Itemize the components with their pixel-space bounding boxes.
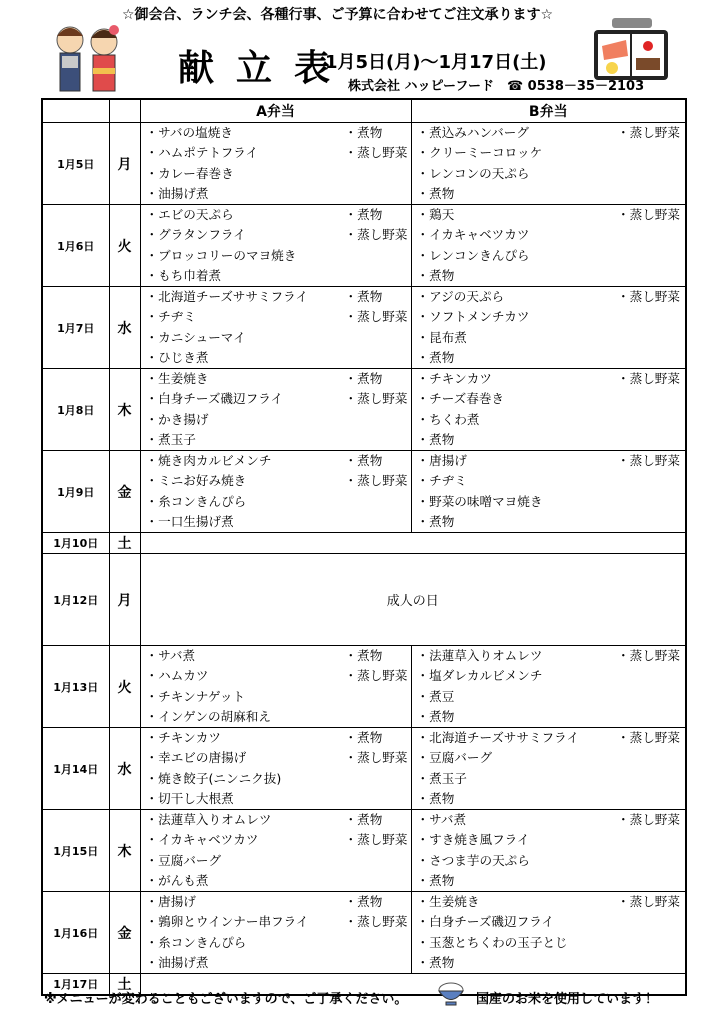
bento-b-item: ・煮物: [416, 349, 455, 365]
bento-b-side-item: ・蒸し野菜: [617, 894, 680, 909]
bento-b-item: ・白身チーズ磯辺フライ: [416, 914, 555, 930]
table-row: [42, 451, 686, 533]
bento-b-item: ・北海道チーズササミフライ: [416, 730, 579, 745]
bento-b-cell: [411, 728, 686, 810]
empty-slot: [617, 953, 685, 973]
menu-table: [41, 98, 687, 996]
rice-notice: 国産のお米を使用しています！: [476, 992, 659, 1007]
bento-a-item: ・ハムカツ: [145, 668, 209, 684]
bento-a-item: ・インゲンの胡麻和え: [145, 708, 271, 724]
bento-b-item: ・生姜焼き: [416, 894, 480, 909]
empty-slot: [617, 912, 685, 932]
table-row: [42, 369, 686, 451]
bento-b-item: ・玉葱とちくわの玉子とじ: [416, 934, 568, 950]
weekday-cell: 火: [109, 205, 140, 287]
bento-a-item: ・焼き餃子(ニンニク抜): [145, 770, 282, 786]
date-cell: 1月16日: [42, 892, 109, 974]
bento-a-item: ・ブロッコリーのマヨ焼き: [145, 247, 297, 263]
bento-b-side-item: ・蒸し野菜: [617, 730, 680, 745]
bento-a-item: ・生姜焼き: [145, 371, 209, 386]
empty-slot: [345, 953, 411, 973]
table-row: [42, 533, 686, 554]
bento-b-side-item: ・蒸し野菜: [617, 371, 680, 386]
bento-b-cell: [411, 892, 686, 974]
empty-slot: [345, 348, 411, 368]
table-row: [42, 205, 686, 287]
empty-slot: [345, 789, 411, 809]
date-cell: 1月15日: [42, 810, 109, 892]
bento-a-side-item: ・煮物: [344, 125, 383, 140]
bento-a-item: ・油揚げ煮: [145, 185, 209, 201]
bento-b-item: ・野菜の味噌マヨ焼き: [416, 493, 543, 509]
bento-b-item: ・チーズ春巻き: [416, 391, 505, 407]
bento-b-cell: [411, 451, 686, 533]
weekday-cell: 木: [109, 369, 140, 451]
bento-a-item: ・グラタンフライ: [145, 227, 246, 243]
bento-b-item: ・法蓮草入りオムレツ: [416, 648, 543, 663]
empty-slot: [617, 266, 685, 286]
bento-a-item: ・油揚げ煮: [145, 954, 209, 970]
empty-slot: [345, 430, 411, 450]
bento-a-item: ・焼き肉カルビメンチ: [145, 453, 272, 468]
empty-slot: [617, 666, 685, 686]
empty-slot: [617, 492, 685, 512]
empty-slot: [345, 164, 411, 184]
bento-a-item: ・カレー春巻き: [145, 165, 234, 181]
empty-slot: [617, 687, 685, 707]
bento-b-item: ・イカキャベツカツ: [416, 227, 530, 243]
bento-a-cell: [140, 287, 411, 369]
weekday-cell: 月: [109, 554, 140, 646]
bento-a-cell: [140, 205, 411, 287]
bento-b-item: ・豆腐バーグ: [416, 750, 493, 766]
table-row: [42, 554, 686, 646]
bento-a-cell: [140, 728, 411, 810]
order-banner: ☆御会合、ランチ会、各種行事、ご予算に合わせてご注文承ります☆: [122, 7, 554, 23]
bento-a-item: ・北海道チーズササミフライ: [145, 289, 308, 304]
bento-b-cell: [411, 123, 686, 205]
bento-b-item: ・ちくわ煮: [416, 411, 480, 427]
bento-a-item: ・糸コンきんぴら: [145, 934, 247, 950]
bento-b-item: ・煮物: [416, 872, 455, 888]
bento-b-item: ・サバ煮: [416, 812, 467, 827]
empty-slot: [617, 348, 685, 368]
bento-a-item: ・豆腐バーグ: [145, 852, 222, 868]
bento-a-item: ・チキンナゲット: [145, 688, 246, 704]
empty-slot: [617, 328, 685, 348]
bento-a-item: ・ひじき煮: [145, 349, 209, 365]
page-title: 献立表: [178, 47, 353, 89]
bento-a-cell: [140, 646, 411, 728]
bento-a-side-item: ・煮物: [344, 812, 383, 827]
date-cell: 1月12日: [42, 554, 109, 646]
table-row: [42, 728, 686, 810]
date-cell: 1月9日: [42, 451, 109, 533]
weekday-cell: 水: [109, 287, 140, 369]
bento-a-item: ・幸エビの唐揚げ: [145, 750, 247, 766]
bento-a-item: ・チキンカツ: [145, 730, 221, 745]
bento-b-item: ・煮込みハンバーグ: [416, 125, 529, 140]
bento-a-side-item: ・蒸し野菜: [344, 391, 408, 407]
bento-b-side-item: ・蒸し野菜: [617, 648, 680, 663]
holiday-label: 成人の日: [140, 554, 686, 646]
bento-b-item: ・煮物: [416, 708, 455, 724]
empty-slot: [617, 871, 685, 891]
empty-slot: [617, 471, 685, 491]
kimono-couple-illustration: [48, 16, 128, 98]
bento-a-side-item: ・煮物: [344, 453, 383, 468]
bento-b-item: ・レンコンきんぴら: [416, 247, 530, 263]
empty-slot: [617, 769, 685, 789]
table-header-row: [42, 99, 686, 123]
bento-b-item: ・煮玉子: [416, 770, 467, 786]
date-cell: 1月17日: [42, 974, 109, 996]
bento-a-cell: [140, 892, 411, 974]
bento-b-item: ・ソフトメンチカツ: [416, 309, 530, 325]
date-cell: 1月6日: [42, 205, 109, 287]
column-header-b: B弁当: [411, 99, 686, 123]
bento-b-item: ・煮物: [416, 431, 455, 447]
empty-slot: [345, 184, 411, 204]
date-cell: 1月5日: [42, 123, 109, 205]
date-cell: 1月8日: [42, 369, 109, 451]
empty-slot: [345, 246, 411, 266]
weekday-cell: 金: [109, 451, 140, 533]
bento-a-item: ・チヂミ: [145, 309, 196, 325]
bento-a-side-item: ・煮物: [344, 648, 383, 663]
empty-slot: [345, 512, 411, 532]
menu-period: 1月5日(月)～1月17日(土): [325, 52, 547, 73]
disclaimer-note: ※メニューが変わることもございますので、ご了承ください。: [44, 992, 408, 1007]
bento-a-side-item: ・煮物: [344, 207, 383, 222]
table-row: [42, 646, 686, 728]
weekday-cell: 金: [109, 892, 140, 974]
bento-b-item: ・唐揚げ: [416, 453, 467, 468]
bento-a-cell: [140, 123, 411, 205]
bento-b-side-item: ・蒸し野菜: [617, 812, 680, 827]
empty-slot: [345, 492, 411, 512]
company-contact: 株式会社 ハッピーフード ☎ 0538－35－2103: [348, 79, 645, 94]
menu-body: [42, 123, 686, 996]
bento-a-item: ・もち巾着煮: [145, 267, 222, 283]
bento-a-item: ・煮玉子: [145, 431, 196, 447]
table-row: [42, 123, 686, 205]
weekday-cell: 火: [109, 646, 140, 728]
empty-slot: [617, 933, 685, 953]
empty-slot: [617, 707, 685, 727]
bento-b-item: ・昆布煮: [416, 329, 467, 345]
bento-b-cell: [411, 810, 686, 892]
bento-a-side-item: ・蒸し野菜: [344, 668, 408, 684]
empty-slot: [617, 184, 685, 204]
empty-slot: [617, 748, 685, 768]
bento-b-item: ・塩ダレカルビメンチ: [416, 668, 543, 684]
empty-slot: [345, 707, 411, 727]
bento-b-item: ・煮物: [416, 954, 455, 970]
date-cell: 1月7日: [42, 287, 109, 369]
bento-b-item: ・煮物: [416, 267, 455, 283]
empty-slot: [617, 307, 685, 327]
bento-a-item: ・イカキャベツカツ: [145, 832, 259, 848]
bento-a-item: ・サバ煮: [145, 648, 196, 663]
empty-slot: [617, 164, 685, 184]
bento-a-item: ・鶉卵とウインナー串フライ: [145, 914, 309, 930]
table-row: [42, 892, 686, 974]
bento-b-item: ・レンコンの天ぷら: [416, 165, 530, 181]
bento-a-item: ・唐揚げ: [145, 894, 196, 909]
empty-slot: [617, 430, 685, 450]
date-cell: 1月10日: [42, 533, 109, 554]
bento-b-item: ・煮物: [416, 513, 455, 529]
empty-slot: [345, 687, 411, 707]
empty-slot: [345, 410, 411, 430]
bento-a-side-item: ・蒸し野菜: [344, 145, 408, 161]
empty-slot: [345, 769, 411, 789]
empty-slot: [617, 789, 685, 809]
bento-b-item: ・さつま芋の天ぷら: [416, 852, 530, 868]
bento-b-item: ・すき焼き風フライ: [416, 832, 530, 848]
bento-b-cell: [411, 369, 686, 451]
empty-slot: [617, 512, 685, 532]
bento-b-item: ・チキンカツ: [416, 371, 492, 386]
bento-b-item: ・クリーミーコロッケ: [416, 145, 543, 161]
dow-column-header: [109, 99, 140, 123]
bento-b-side-item: ・蒸し野菜: [617, 207, 680, 222]
bento-b-item: ・煮物: [416, 185, 455, 201]
bento-a-side-item: ・蒸し野菜: [344, 914, 408, 930]
weekday-cell: 土: [109, 974, 140, 996]
bento-b-side-item: ・蒸し野菜: [617, 289, 680, 304]
weekday-cell: 水: [109, 728, 140, 810]
bento-a-side-item: ・蒸し野菜: [344, 832, 408, 848]
bento-b-cell: [411, 287, 686, 369]
empty-slot: [617, 830, 685, 850]
bento-b-cell: [411, 646, 686, 728]
bento-a-item: ・カニシューマイ: [145, 329, 246, 345]
bento-a-item: ・ハムポテトフライ: [145, 145, 259, 161]
bento-a-cell: [140, 451, 411, 533]
date-column-header: [42, 99, 109, 123]
bento-a-item: ・ミニお好み焼き: [145, 473, 247, 489]
bento-b-item: ・煮物: [416, 790, 455, 806]
bento-b-item: ・鶏天: [416, 207, 455, 222]
bento-a-cell: [140, 810, 411, 892]
bento-a-side-item: ・蒸し野菜: [344, 227, 408, 243]
bento-a-side-item: ・煮物: [344, 894, 383, 909]
weekday-cell: 月: [109, 123, 140, 205]
bento-a-side-item: ・煮物: [344, 289, 383, 304]
bento-b-item: ・煮豆: [416, 688, 455, 704]
bento-a-item: ・切干し大根煮: [145, 790, 234, 806]
empty-slot: [617, 389, 685, 409]
bento-a-item: ・一口生揚げ煮: [145, 513, 234, 529]
bento-a-item: ・白身チーズ磯辺フライ: [145, 391, 284, 407]
empty-slot: [345, 871, 411, 891]
bento-b-side-item: ・蒸し野菜: [617, 453, 680, 468]
bento-a-item: ・糸コンきんぴら: [145, 493, 247, 509]
empty-slot: [617, 410, 685, 430]
table-row: [42, 287, 686, 369]
column-header-a: A弁当: [140, 99, 411, 123]
empty-slot: [617, 143, 685, 163]
bento-a-side-item: ・煮物: [344, 730, 383, 745]
table-row: [42, 810, 686, 892]
bento-a-item: ・かき揚げ: [145, 411, 209, 427]
empty-slot: [345, 933, 411, 953]
bento-a-side-item: ・蒸し野菜: [344, 473, 408, 489]
empty-slot: [617, 225, 685, 245]
bento-a-cell: [140, 369, 411, 451]
bento-b-side-item: ・蒸し野菜: [617, 125, 680, 140]
empty-slot: [345, 266, 411, 286]
empty-slot: [345, 328, 411, 348]
date-cell: 1月13日: [42, 646, 109, 728]
bento-a-item: ・がんも煮: [145, 872, 209, 888]
empty-slot: [345, 851, 411, 871]
bento-b-item: ・アジの天ぷら: [416, 289, 505, 304]
bento-b-cell: [411, 205, 686, 287]
weekday-cell: 土: [109, 533, 140, 554]
bento-a-item: ・エビの天ぷら: [145, 207, 234, 222]
weekday-cell: 木: [109, 810, 140, 892]
date-cell: 1月14日: [42, 728, 109, 810]
bento-a-item: ・サバの塩焼き: [145, 125, 233, 140]
empty-slot: [617, 851, 685, 871]
bento-a-side-item: ・煮物: [344, 371, 383, 386]
bento-a-side-item: ・蒸し野菜: [344, 309, 408, 325]
bento-a-item: ・法蓮草入りオムレツ: [145, 812, 272, 827]
empty-slot: [617, 246, 685, 266]
bento-a-side-item: ・蒸し野菜: [344, 750, 408, 766]
rice-bowl-icon: [436, 978, 466, 1008]
bento-b-item: ・チヂミ: [416, 473, 467, 489]
closed-day-cell: [140, 533, 686, 554]
